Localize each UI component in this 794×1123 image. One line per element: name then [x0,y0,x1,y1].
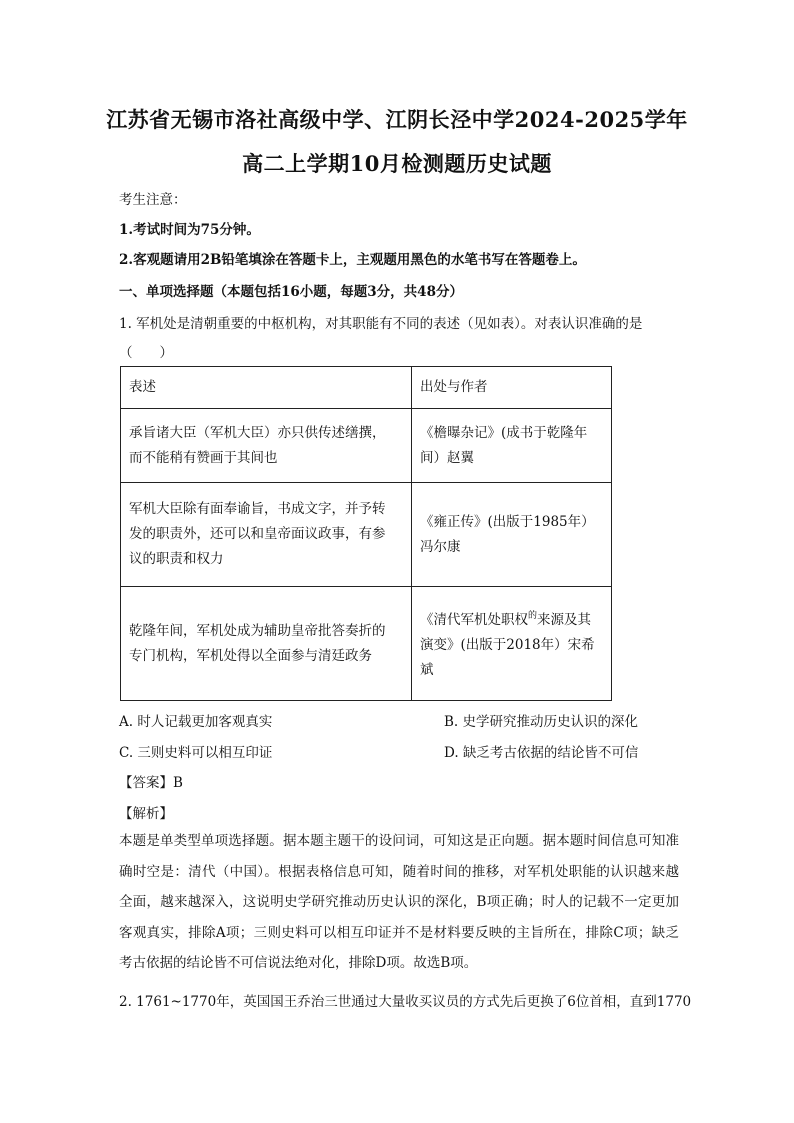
cell-line: 《檐曝杂记》(成书于乾隆年 [420,424,588,441]
section-heading: 一、单项选择题（本题包括16小题，每题3分，共48分） [119,284,463,300]
question-2-stem: 2. 1761~1770年，英国国王乔治三世通过大量收买议员的方式先后更换了6位首相，直到1770 [119,994,692,1010]
table-cell-statement [121,587,412,701]
cell-text: 来源及其 [537,612,592,628]
cell-superscript: 的 [528,611,538,621]
source-table [120,366,612,701]
cell-line: 军机大臣除有面奉谕旨，书成文字，并予转 [129,501,386,517]
table-header-cell: 出处与作者 [412,367,612,409]
question-1-bracket: （ ） [119,345,173,361]
notice-heading: 考生注意： [119,192,187,208]
cell-line: 乾隆年间，军机处成为辅助皇帝批答奏折的 [129,622,386,639]
table-cell-source [412,409,612,483]
cell-line: 《雍正传》(出版于1985年） [420,513,595,530]
document-title-line-1: 江苏省无锡市洛社高级中学、江阴长泾中学2024-2025学年 [106,107,688,132]
cell-text: 《清代军机处职权 [420,612,528,628]
option-d: D. 缺乏考古依据的结论皆不可信 [444,745,639,761]
analysis-paragraph: 本题是单类型单项选择题。据本题主题干的设问词，可知这是正向题。据本题时间信息可知准确时空是：清代（中国）。根据表格信息可知，随着时间的推移，对军机处职能的认识越来越全面，越来越深入，这说明史学研究推动历史认识的深化，B项正确；时人的记载不一定更加客观真实，排除A项；三则史料可以相互印证并不是材料要反映的主旨所在，排除C项；缺乏考古依据的结论皆不可信说法绝对化，排除D项。故选B项。 [119,833,679,971]
answer-label: 【答案】B [119,775,183,791]
table-row [121,409,612,483]
option-b: B. 史学研究推动历史认识的深化 [444,714,639,730]
cell-line: 间）赵翼 [420,449,474,466]
table-row [121,587,612,701]
table-row [121,483,612,587]
cell-line: 议的职责和权力 [129,551,224,567]
question-1-stem: 1. 军机处是清朝重要的中枢机构，对其职能有不同的表述（见如表）。对表认识准确的是 [119,316,643,332]
table-header-row [121,367,612,409]
table-cell-statement [121,409,412,483]
table-cell-source [412,483,612,587]
notice-item-1: 1.考试时间为75分钟。 [119,222,260,238]
option-c: C. 三则史料可以相互印证 [119,745,273,761]
table-cell-statement [121,483,412,587]
cell-line: 而不能稍有赞画于其间也 [129,449,278,466]
notice-item-2: 2.客观题请用2B铅笔填涂在答题卡上，主观题用黑色的水笔书写在答题卷上。 [119,252,586,268]
cell-line: 发的职责外，还可以和皇帝面议政事，有参 [129,526,386,542]
cell-line: 专门机构，军机处得以全面参与清廷政务 [129,647,372,664]
table-cell-source [412,587,612,701]
cell-line [420,604,603,633]
cell-line: 斌 [420,662,434,678]
table-header-cell: 表述 [121,367,412,409]
cell-line: 冯尔康 [420,538,461,555]
option-a: A. 时人记载更加客观真实 [119,714,273,730]
cell-line: 承旨诸大臣（军机大臣）亦只供传述缮撰， [129,424,386,441]
analysis-heading: 【解析】 [119,806,173,822]
cell-line: 演变》(出版于2018年）宋希 [420,637,595,653]
document-title-line-2: 高二上学期10月检测题历史试题 [242,151,552,176]
